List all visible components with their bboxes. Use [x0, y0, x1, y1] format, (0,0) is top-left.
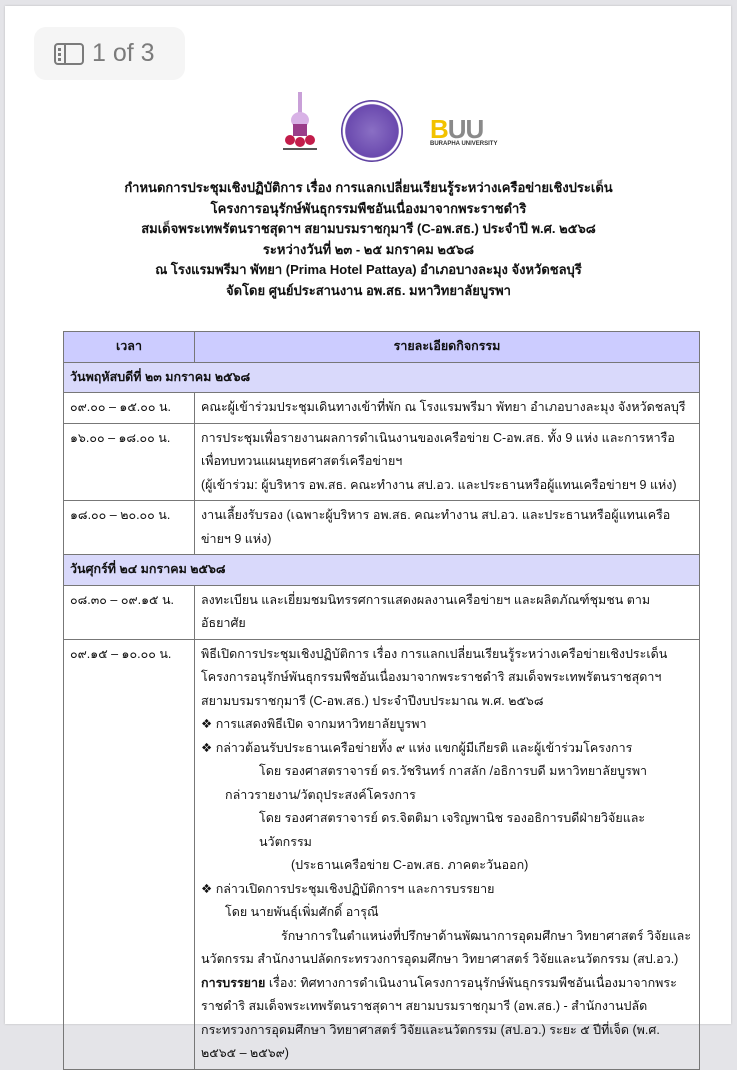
report-line: กล่าวรายงาน/วัตถุประสงค์โครงการ: [225, 787, 416, 802]
title-line: โครงการอนุรักษ์พันธุกรรมพืชอันเนื่องมาจากพระราชดำริ: [210, 200, 527, 216]
speaker-line: โดย รองศาสตราจารย์ ดร.วัชรินทร์ กาสลัก /อธิการบดี มหาวิทยาลัยบูรพา: [259, 764, 648, 778]
speaker-role: รักษาการในตำแหน่งที่ปรึกษาด้านพัฒนาการอุดมศึกษา วิทยาศาสตร์ วิจัยและนวัตกรรม สำนักงานปลัดกระทรวงการอุดมศึกษา วิทยาศาสตร์ วิจัยและนวัตกรรม (สป.อว.): [201, 928, 692, 966]
detail-note: (ผู้เข้าร่วม: ผู้บริหาร อพ.สธ. คณะทำงาน สป.อว. และประธานหรือผู้แทนเครือข่ายฯ 9 แห่ง): [201, 477, 677, 492]
bullet-item: ❖ กล่าวต้อนรับประธานเครือข่ายทั้ง ๙ แห่ง แขกผู้มีเกียรติ และผู้เข้าร่วมโครงการ: [201, 737, 693, 761]
header-detail: รายละเอียดกิจกรรม: [195, 332, 700, 363]
detail-cell: งานเลี้ยงรับรอง (เฉพาะผู้บริหาร อพ.สธ. คณะทำงาน สป.อว. และประธานหรือผู้แทนเครือข่ายฯ 9 แห่ง): [195, 501, 700, 555]
buu-logo: BUU BURAPHA UNIVERSITY: [430, 114, 498, 147]
title-line: สมเด็จพระเทพรัตนราชสุดาฯ สยามบรมราชกุมารี (C-อพ.สธ.) ประจำปี พ.ศ. ๒๕๖๘: [141, 221, 596, 236]
detail-text: การประชุมเพื่อรายงานผลการดำเนินงานของเครือข่าย C-อพ.สธ. ทั้ง 9 แห่ง และการหารือเพื่อทบทวนแผนยุทธศาสตร์เครือข่ายฯ: [201, 430, 675, 468]
page-count: 1 of 3: [92, 39, 155, 67]
detail-cell: [195, 423, 700, 501]
c-rspg-logo: [341, 100, 403, 162]
table-row: [64, 423, 700, 501]
royal-emblem-logo: [283, 92, 317, 152]
table-row: [64, 585, 700, 639]
document-title: [0, 178, 737, 301]
time-cell: ๑๖.๐๐ – ๑๘.๐๐ น.: [64, 423, 195, 501]
title-line: กำหนดการประชุมเชิงปฏิบัติการ เรื่อง การแลกเปลี่ยนเรียนรู้ระหว่างเครือข่ายเชิงประเด็น: [124, 180, 613, 195]
time-cell: ๐๙.๑๕ – ๑๐.๐๐ น.: [64, 639, 195, 1069]
logos: [0, 90, 737, 165]
opening-intro: พิธีเปิดการประชุมเชิงปฏิบัติการ เรื่อง การแลกเปลี่ยนเรียนรู้ระหว่างเครือข่ายเชิงประเด็นโครงการอนุรักษ์พันธุกรรมพืชอันเนื่องมาจากพระราชดำริ สมเด็จพระเทพรัตนราชสุดาฯ สยามบรมราชกุมารี (C-อพ.สธ.) ประจำปีงบประมาณ พ.ศ. ๒๕๖๘: [201, 646, 668, 708]
detail-cell: ลงทะเบียน และเยี่ยมชมนิทรรศการแสดงผลงานเครือข่ายฯ และผลิตภัณฑ์ชุมชน ตามอัธยาศัย: [195, 585, 700, 639]
bullet-item: ❖ กล่าวเปิดการประชุมเชิงปฏิบัติการฯ และการบรรยาย: [201, 878, 693, 902]
detail-cell: [195, 639, 700, 1069]
sidebar-icon[interactable]: [54, 43, 84, 65]
day-row: [64, 362, 700, 393]
lecture: [201, 972, 693, 1066]
title-line: จัดโดย ศูนย์ประสานงาน อพ.สธ. มหาวิทยาลัยบูรพา: [226, 282, 511, 298]
schedule-table: [63, 331, 700, 1070]
detail-cell: คณะผู้เข้าร่วมประชุมเดินทางเข้าที่พัก ณ โรงแรมพรีมา พัทยา อำเภอบางละมุง จังหวัดชลบุรี: [195, 393, 700, 424]
time-cell: ๐๙.๐๐ – ๑๕.๐๐ น.: [64, 393, 195, 424]
day-label: วันพฤหัสบดีที่ ๒๓ มกราคม ๒๕๖๘: [64, 362, 700, 393]
bullet-item: ❖ การแสดงพิธีเปิด จากมหาวิทยาลัยบูรพา: [201, 713, 693, 737]
title-line: ระหว่างวันที่ ๒๓ - ๒๕ มกราคม ๒๕๖๘: [262, 241, 475, 257]
table-row: [64, 501, 700, 555]
time-cell: ๑๘.๐๐ – ๒๐.๐๐ น.: [64, 501, 195, 555]
title-line: ณ โรงแรมพรีมา พัทยา (Prima Hotel Pattaya) อำเภอบางละมุง จังหวัดชลบุรี: [155, 262, 582, 277]
table-header: [64, 332, 700, 363]
time-cell: ๐๘.๓๐ – ๐๙.๑๕ น.: [64, 585, 195, 639]
speaker-line: โดย รองศาสตราจารย์ ดร.จิตติมา เจริญพานิช รองอธิการบดีฝ่ายวิจัยและนวัตกรรม: [259, 811, 646, 849]
header-time: เวลา: [64, 332, 195, 363]
page-indicator[interactable]: [34, 27, 185, 80]
table-row: [64, 393, 700, 424]
day-label: วันศุกร์ที่ ๒๔ มกราคม ๒๕๖๘: [64, 555, 700, 586]
speaker-note: (ประธานเครือข่าย C-อพ.สธ. ภาคตะวันออก): [291, 858, 529, 872]
lecture-text: เรื่อง: ทิศทางการดำเนินงานโครงการอนุรักษ์พันธุกรรมพืชอันเนื่องมาจากพระราชดำริ สมเด็จพระเทพรัตนราชสุดาฯ สยามบรมราชกุมารี (อพ.สธ.) - สำนักงานปลัดกระทรวงการอุดมศึกษา วิทยาศาสตร์ วิจัยและนวัตกรรม (สป.อว.) ระยะ ๕ ปีที่เจ็ด (พ.ศ. ๒๕๖๕ – ๒๕๖๙): [201, 975, 677, 1060]
table-row: [64, 639, 700, 1069]
day-row: [64, 555, 700, 586]
lecture-label: การบรรยาย: [201, 975, 266, 990]
speaker-line: โดย นายพันธุ์เพิ่มศักดิ์ อารุณี: [225, 905, 379, 919]
